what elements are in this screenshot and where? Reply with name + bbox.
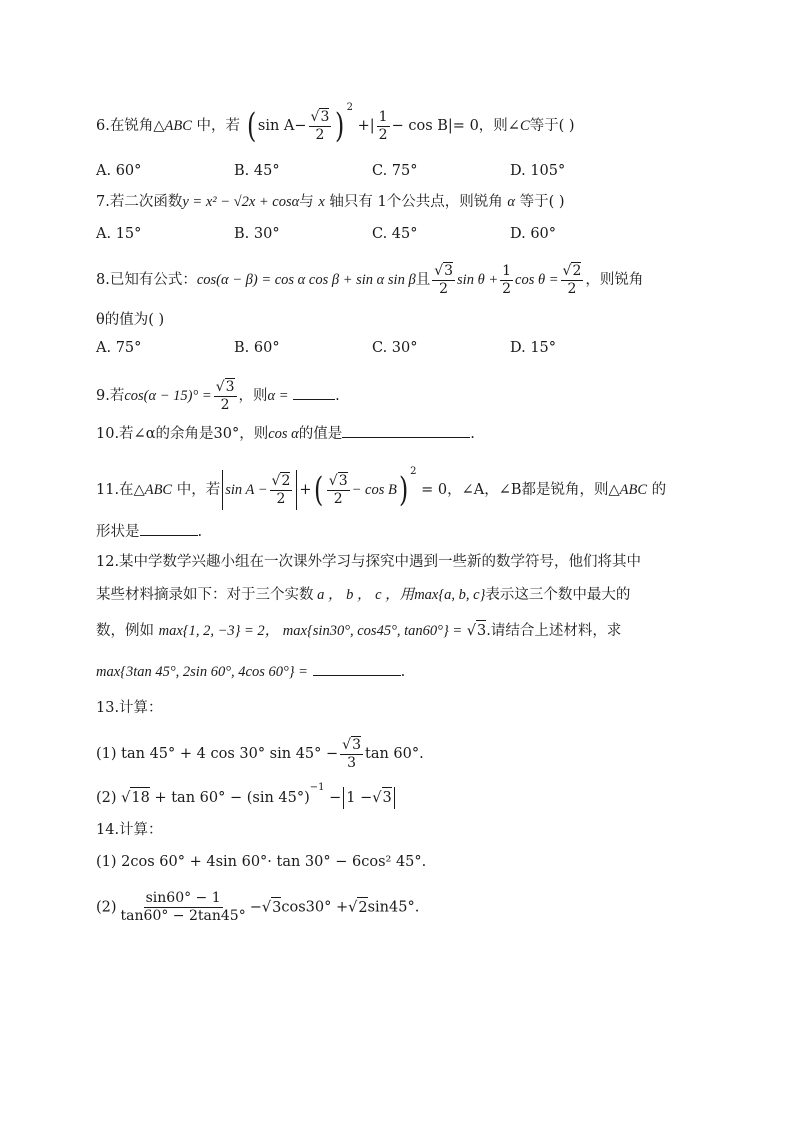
fraction-sqrt3-over-2: $\frac{√3}{2}$ bbox=[310, 109, 330, 143]
question-7: 7.若二次函数y = x² − √2x + cosα与 x 轴只有 1个公共点，则锐角 α 等于( ) bbox=[96, 194, 565, 210]
q8-line-2: θ的值为( ) bbox=[96, 312, 165, 328]
question-14-title: 14.计算： bbox=[96, 822, 163, 838]
question-10: 10.若∠α的余角是30°，则cos α的值是 . bbox=[96, 426, 475, 442]
q12-answer-blank bbox=[313, 675, 401, 676]
right-paren: ) bbox=[335, 106, 345, 146]
question-6: 6.在锐角△ABC 中，若 ( sin A− $\frac{√3}{2}$ ) $^2$ +| $\frac{1}{2}$ − cos B|= 0，则∠C等于( ) bbox=[96, 102, 575, 146]
q7-option-c: C. 45° bbox=[372, 226, 418, 242]
question-8: 8.已知有公式：cos(α − β) = cos α cos β + sin α sin β且 $\frac{√3}{2}$ sin θ + $\frac{1}{2}$ cos θ = $\frac{√2}{2}$ ，则锐角 bbox=[96, 262, 644, 297]
q7-function: y = x² − √2x + cosα bbox=[182, 194, 300, 210]
q6-option-c: C. 75° bbox=[372, 163, 418, 179]
q14-part-1: (1) 2cos 60° + 4sin 60°· tan 30° − 6cos² 45°. bbox=[96, 854, 427, 870]
q6-option-d: D. 105° bbox=[510, 163, 566, 179]
q7-option-d: D. 60° bbox=[510, 226, 557, 242]
q8-option-a: A. 75° bbox=[96, 340, 142, 356]
q8-formula: cos(α − β) = cos α cos β + sin α sin β bbox=[196, 272, 416, 288]
q7-option-b: B. 30° bbox=[234, 226, 280, 242]
abs-bar-left bbox=[222, 470, 223, 510]
q6-option-b: B. 45° bbox=[234, 163, 280, 179]
fraction-1-over-2: $\frac{1}{2}$ bbox=[378, 108, 388, 143]
q8-option-c: C. 30° bbox=[372, 340, 418, 356]
q7-option-a: A. 15° bbox=[96, 226, 142, 242]
abs-bar-right bbox=[296, 470, 297, 510]
q6-stem: 6.在锐角 bbox=[96, 118, 154, 134]
q8-option-d: D. 15° bbox=[510, 340, 557, 356]
q11-line-2: 形状是 . bbox=[96, 524, 203, 540]
question-12-line-3: 数，例如 max{1, 2, −3} = 2， max{sin30°, cos45°, tan60°} = √3.请结合上述材料，求 bbox=[96, 620, 621, 641]
question-9: 9.若cos(α − 15)° = $\frac{√3}{2}$ ，则α = . bbox=[96, 379, 340, 413]
left-paren: ( bbox=[246, 106, 256, 146]
question-13-title: 13.计算： bbox=[96, 700, 163, 716]
q8-option-b: B. 60° bbox=[234, 340, 280, 356]
question-12-line-1: 12.某中学数学兴趣小组在一次课外学习与探究中遇到一些新的数学符号，他们将其中 bbox=[96, 554, 642, 570]
question-12-line-2: 某些材料摘录如下：对于三个实数 a ， b ， c ，用max{a, b, c}表示这三个数中最大的 bbox=[96, 587, 631, 603]
q9-answer-blank bbox=[293, 399, 335, 400]
q11-answer-blank bbox=[140, 535, 198, 536]
question-12-line-4: max{3tan 45°, 2sin 60°, 4cos 60°} = . bbox=[96, 664, 406, 680]
q10-answer-blank bbox=[342, 437, 470, 438]
q13-part-1: (1) tan 45° + 4 cos 30° sin 45° − $\frac{√3}{3}$ tan 60°. bbox=[96, 737, 424, 771]
q14-part-2: (2) $\frac{\sin 60^\circ - 1}{\tan 60^\circ - 2\tan 45^\circ}$ −√3cos30° +√2sin45°. bbox=[96, 890, 420, 924]
question-11: 11.在△ABC 中，若 sin A − $\frac{√2}{2}$ +( $\frac{√3}{2}$ − cos B) $^2$ = 0，∠A，∠B都是锐角，则△ABC 的 bbox=[96, 466, 667, 510]
q6-option-a: A. 60° bbox=[96, 163, 142, 179]
q13-part-2: (2) √18 + tan 60° − (sin 45°)$^{-1}$ − 1 −√3 bbox=[96, 784, 397, 809]
